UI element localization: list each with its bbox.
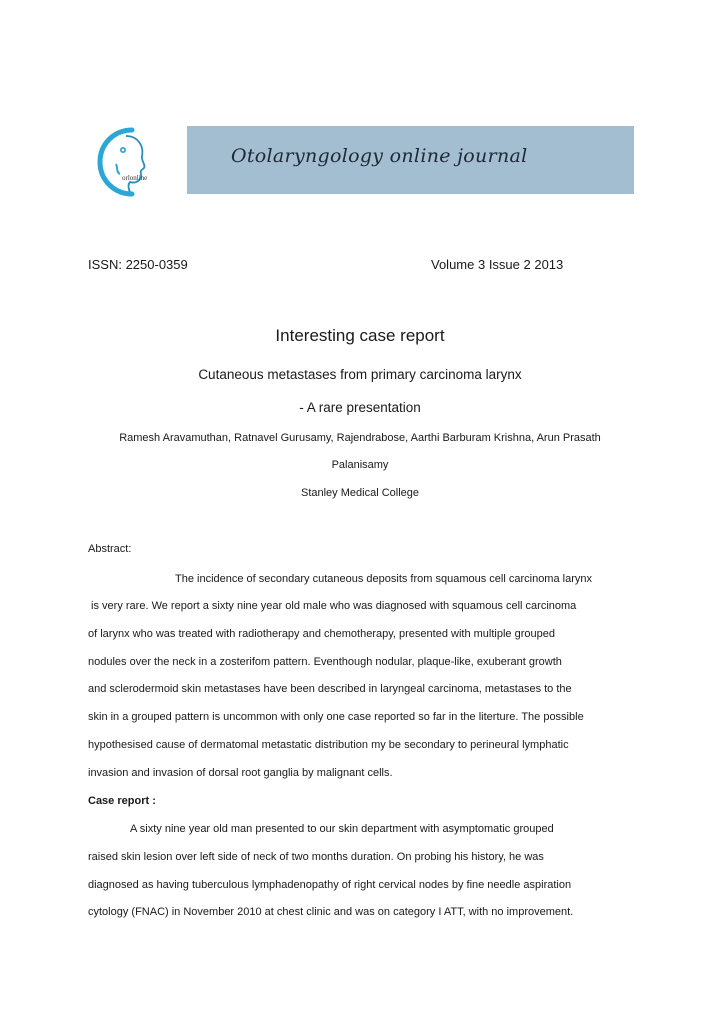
case-report-line: A sixty nine year old man presented to our skin department with asymptomatic grouped — [130, 823, 554, 835]
journal-logo — [92, 124, 176, 200]
abstract-line: is very rare. We report a sixty nine year old male who was diagnosed with squamous cell carcinoma — [88, 600, 577, 612]
journal-title: Otolaryngology online journal — [231, 145, 528, 167]
abstract-line: invasion and invasion of dorsal root ganglia by malignant cells. — [88, 767, 393, 779]
abstract-label: Abstract: — [88, 543, 132, 555]
abstract-line: of larynx who was treated with radiotherapy and chemotherapy, presented with multiple grouped — [88, 628, 555, 640]
authors-line-1: Ramesh Aravamuthan, Ratnavel Gurusamy, Rajendrabose, Aarthi Barburam Krishna, Arun Prasath — [119, 432, 601, 444]
case-report-line: raised skin lesion over left side of neck of two months duration. On probing his history, he was — [88, 851, 544, 863]
volume-issue: Volume 3 Issue 2 2013 — [431, 257, 564, 272]
case-report-line: diagnosed as having tuberculous lymphadenopathy of right cervical nodes by fine needle aspiration — [88, 879, 572, 891]
case-report-line: cytology (FNAC) in November 2010 at chest clinic and was on category I ATT, with no improvement. — [88, 906, 574, 918]
article-title-line-1: Cutaneous metastases from primary carcinoma larynx — [198, 367, 522, 382]
institution: Stanley Medical College — [300, 487, 419, 499]
authors-line-2: Palanisamy — [331, 459, 389, 471]
case-report-label: Case report : — [88, 795, 156, 807]
abstract-line: hypothesised cause of dermatomal metastatic distribution my be secondary to perineural lymphatic — [88, 739, 569, 751]
abstract-line: skin in a grouped pattern is uncommon with only one case reported so far in the literture. The possible — [88, 711, 584, 723]
abstract-line: The incidence of secondary cutaneous deposits from squamous cell carcinoma larynx — [175, 573, 592, 585]
logo-text: orlonline — [122, 174, 148, 182]
article-title-line-2: - A rare presentation — [299, 400, 421, 415]
abstract-line: and sclerodermoid skin metastases have been described in laryngeal carcinoma, metastases to the — [88, 683, 572, 695]
abstract-line: nodules over the neck in a zosterifom pattern. Eventhough nodular, plaque-like, exuberant growth — [88, 656, 562, 668]
journal-banner — [187, 126, 634, 194]
issn: ISSN: 2250-0359 — [88, 257, 188, 272]
head-profile-icon — [92, 124, 176, 200]
article-category: Interesting case report — [275, 326, 445, 345]
